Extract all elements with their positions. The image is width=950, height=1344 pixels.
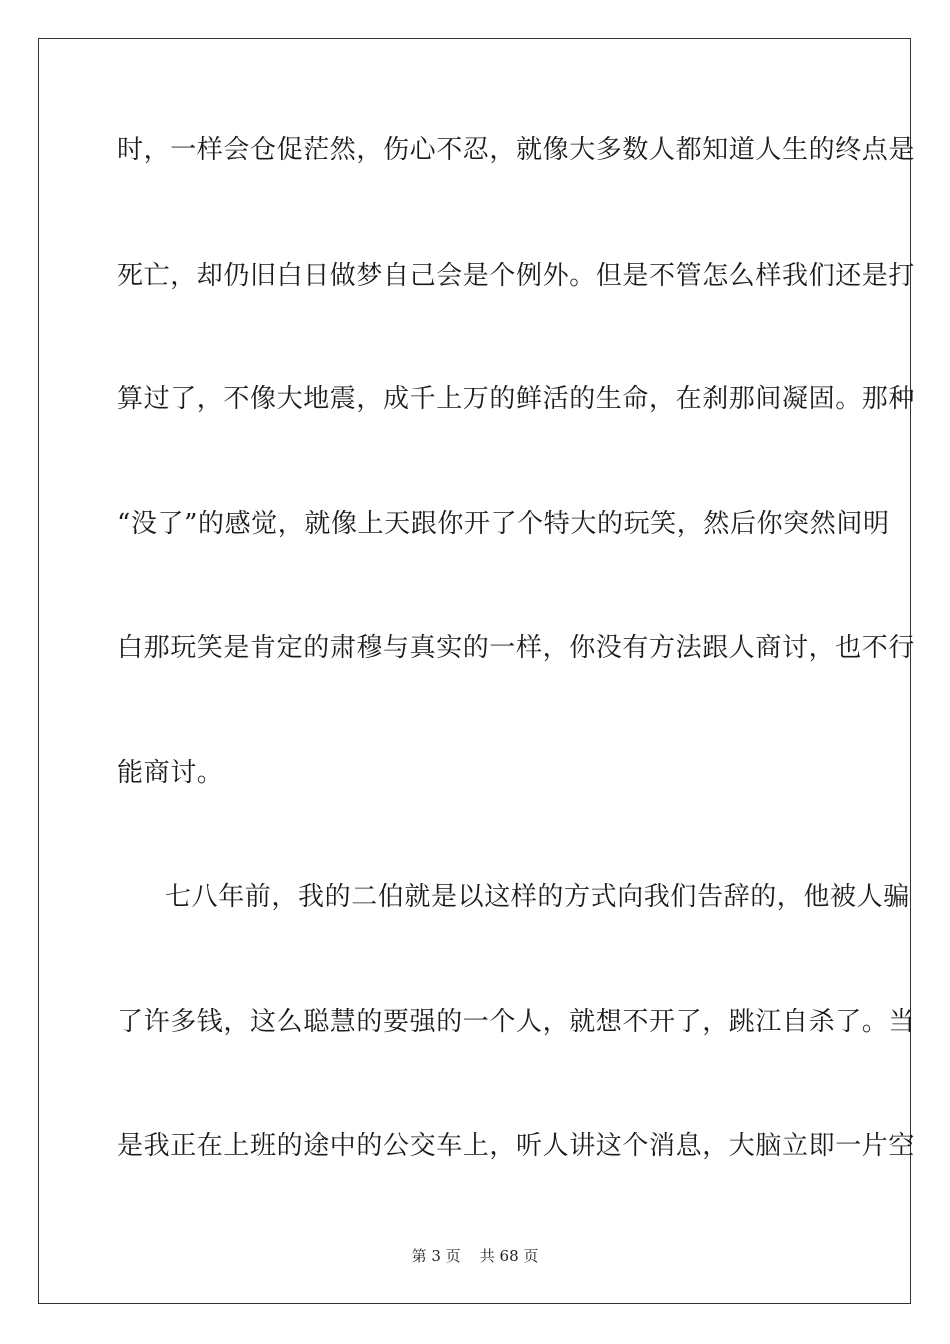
body-line-7: 七八年前，我的二伯就是以这样的方式向我们告辞的，他被人骗 — [165, 882, 910, 912]
total-pages: 共 68 页 — [479, 1247, 539, 1265]
body-line-5: 白那玩笑是肯定的肃穆与真实的一样，你没有方法跟人商讨，也不行 — [117, 633, 916, 663]
body-line-6: 能商讨。 — [117, 758, 224, 788]
body-line-4: “没了”的感觉，就像上天跟你开了个特大的玩笑，然后你突然间明 — [117, 509, 890, 539]
page-footer — [0, 1246, 950, 1266]
body-line-9: 是我正在上班的途中的公交车上，听人讲这个消息，大脑立即一片空 — [117, 1131, 916, 1161]
page-border — [38, 38, 916, 1304]
body-line-3: 算过了，不像大地震，成千上万的鲜活的生命，在刹那间凝固。那种 — [117, 384, 916, 414]
page-number: 第 3 页 — [411, 1247, 461, 1265]
body-line-1: 时，一样会仓促茫然，伤心不忍，就像大多数人都知道人生的终点是 — [117, 135, 916, 165]
body-line-8: 了许多钱，这么聪慧的要强的一个人，就想不开了，跳江自杀了。当 — [117, 1007, 916, 1037]
body-line-2: 死亡，却仍旧白日做梦自己会是个例外。但是不管怎么样我们还是打 — [117, 261, 916, 291]
